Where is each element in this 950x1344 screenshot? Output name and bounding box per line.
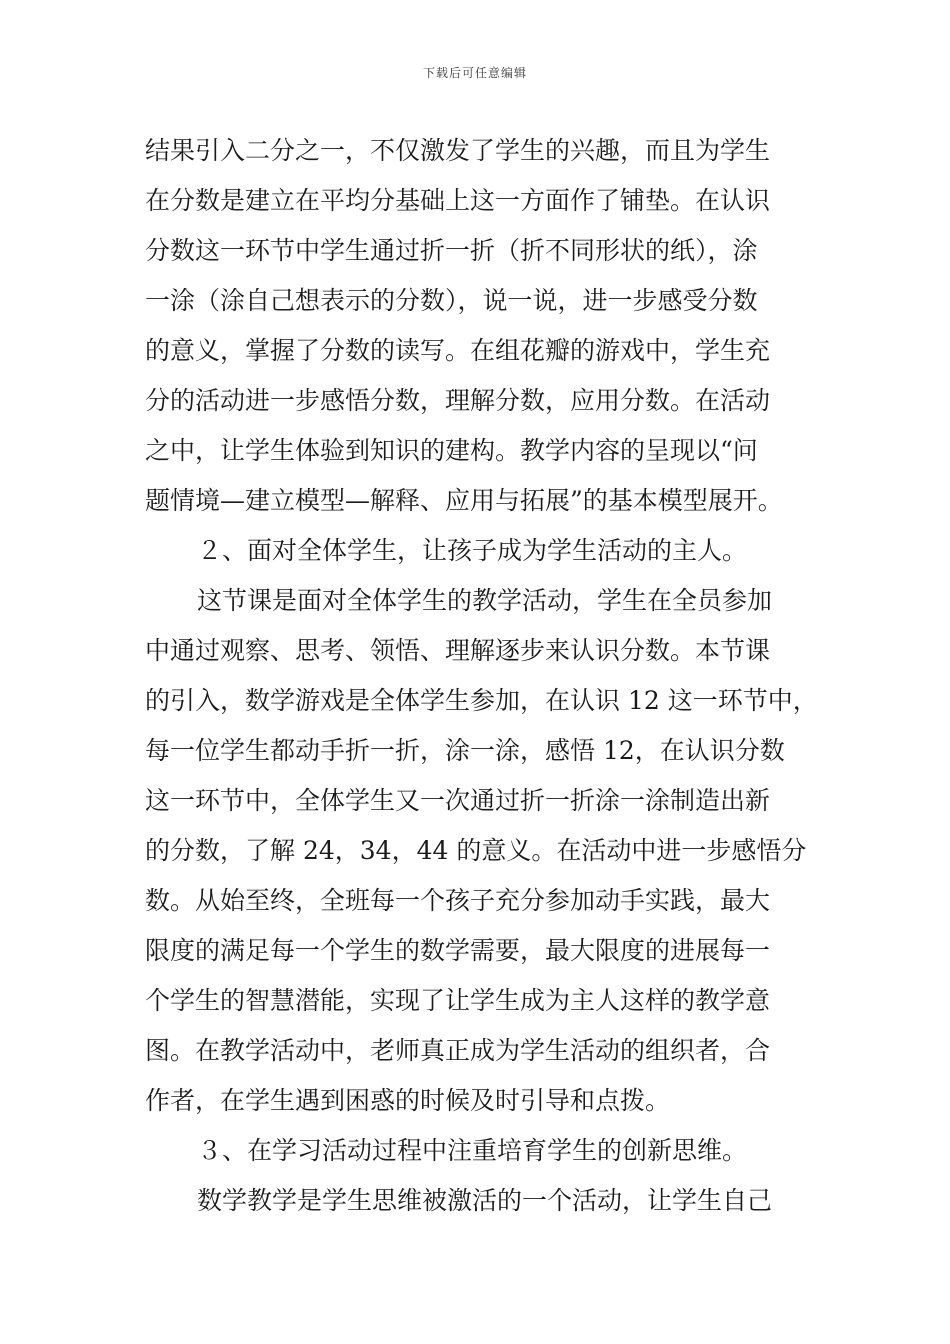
text-line: 这节课是面对全体学生的教学活动，学生在全员参加: [197, 586, 773, 615]
text-line: 在分数是建立在平均分基础上这一方面作了铺垫。在认识: [145, 186, 771, 215]
text-line: 数。从始至终，全班每一个孩子充分参加动手实践，最大: [145, 886, 771, 915]
text-line: ３、在学习活动过程中注重培育学生的创新思维。: [197, 1136, 748, 1165]
text-line: 个学生的智慧潜能，实现了让学生成为主人这样的教学意: [145, 986, 771, 1015]
text-line: 分的活动进一步感悟分数，理解分数，应用分数。在活动: [145, 386, 771, 415]
page-header: 下载后可任意编辑: [422, 66, 527, 80]
text-line: 这一环节中，全体学生又一次通过折一折涂一涂制造出新: [145, 786, 771, 815]
text-line: 的引入，数学游戏是全体学生参加，在认识 12 这一环节中，: [145, 686, 818, 715]
text-line: 的分数，了解 24，34，44 的意义。在活动中进一步感悟分: [145, 836, 807, 865]
text-line: 一涂（涂自己想表示的分数），说一说，进一步感受分数: [145, 286, 758, 315]
body-text: [145, 126, 825, 1226]
text-line: 分数这一环节中学生通过折一折（折不同形状的纸），涂: [145, 236, 758, 265]
text-line: 之中，让学生体验到知识的建构。教学内容的呈现以“问: [145, 436, 758, 465]
text-line: 数学教学是学生思维被激活的一个活动，让学生自己: [197, 1186, 773, 1215]
text-line: ２、面对全体学生，让孩子成为学生活动的主人。: [197, 536, 748, 565]
text-line: 的意义，掌握了分数的读写。在组花瓣的游戏中，学生充: [145, 336, 771, 365]
text-line: 作者，在学生遇到困惑的时候及时引导和点拨。: [145, 1086, 671, 1115]
text-line: 中通过观察、思考、领悟、理解逐步来认识分数。本节课: [145, 636, 771, 665]
text-line: 题情境—建立模型—解释、应用与拓展”的基本模型展开。: [145, 486, 783, 515]
text-line: 结果引入二分之一，不仅激发了学生的兴趣，而且为学生: [145, 136, 771, 165]
text-line: 限度的满足每一个学生的数学需要，最大限度的进展每一: [145, 936, 771, 965]
text-line: 每一位学生都动手折一折，涂一涂，感悟 12，在认识分数: [145, 736, 785, 765]
text-line: 图。在教学活动中，老师真正成为学生活动的组织者，合: [145, 1036, 771, 1065]
